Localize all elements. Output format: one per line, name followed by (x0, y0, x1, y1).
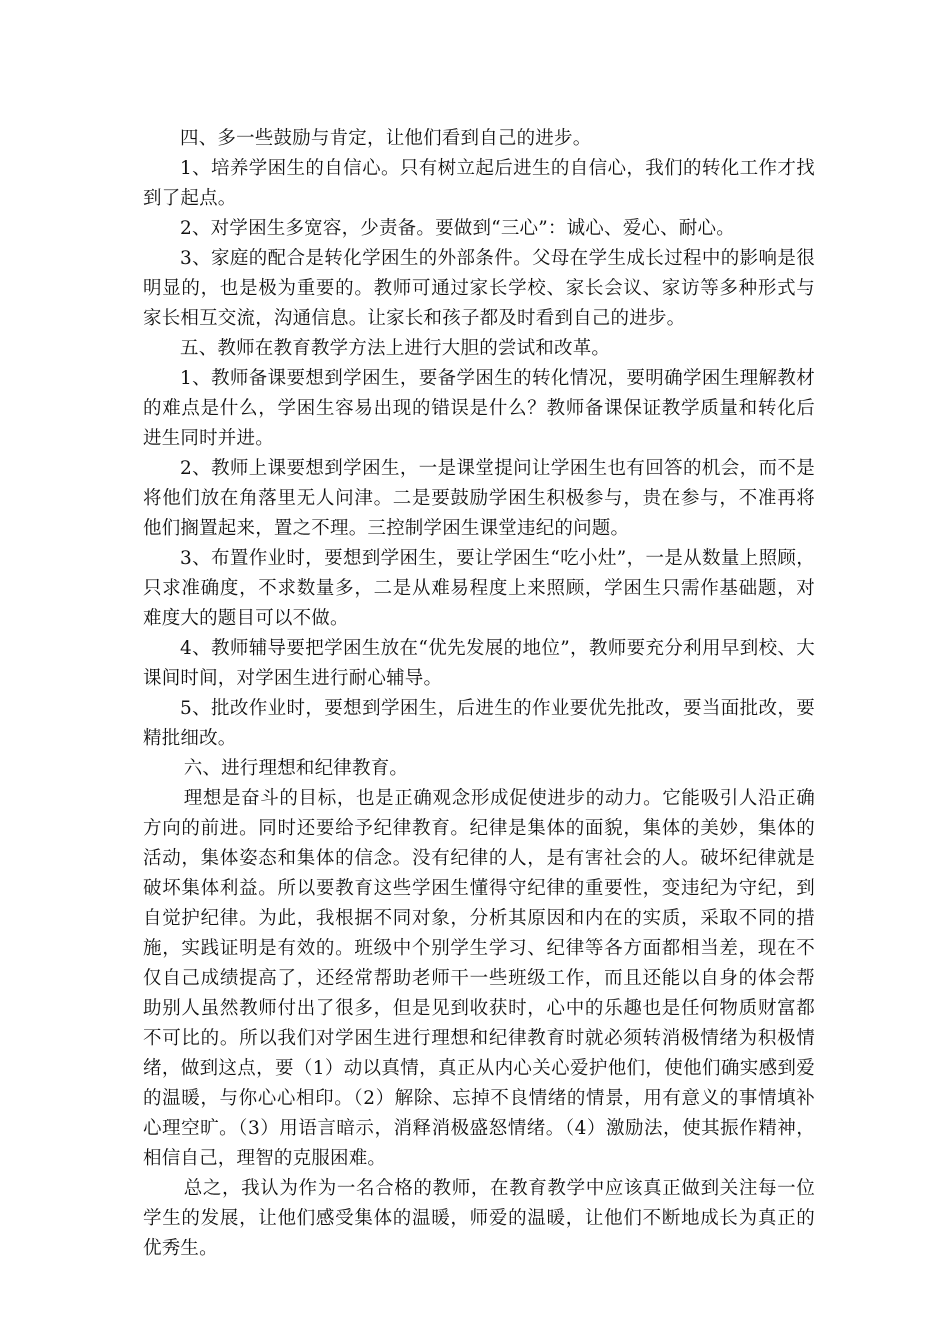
paragraph-6-body: 理想是奋斗的目标，也是正确观念形成促使进步的动力。它能吸引人沿正确方向的前进。同时还要给予纪律教育。纪律是集体的面貌，集体的美妙，集体的活动，集体姿态和集体的信念。没有纪律的人，是有害社会的人。破坏纪律就是破坏集体利益。所以要教育这些学困生懂得守纪律的重要性，变违纪为守纪，到自觉护纪律。为此，我根据不同对象，分析其原因和内在的实质，采取不同的措施，实践证明是有效的。班级中个别学生学习、纪律等各方面都相当差，现在不仅自己成绩提高了，还经常帮助老师干一些班级工作，而且还能以自身的体会帮助别人虽然教师付出了很多，但是见到收获时，心中的乐趣也是任何物质财富都不可比的。所以我们对学困生进行理想和纪律教育时就必须转消极情绪为积极情绪，做到这点，要（1）动以真情，真正从内心关心爱护他们，使他们确实感到爱的温暖，与你心心相印。（2）解除、忘掉不良情绪的情景，用有意义的事情填补心理空旷。（3）用语言暗示，消释消极盛怒情绪。（4）激励法，使其振作精神，相信自己，理智的克服困难。 (143, 788, 815, 1169)
paragraph-5-1: 1、教师备课要想到学困生，要备学困生的转化情况，要明确学困生理解教材的难点是什么，学困生容易出现的错误是什么？教师备课保证教学质量和转化后进生同时并进。 (143, 368, 815, 449)
section-heading-4: 四、多一些鼓励与肯定，让他们看到自己的进步。 (180, 128, 592, 149)
paragraph-4-3: 3、家庭的配合是转化学困生的外部条件。父母在学生成长过程中的影响是很明显的，也是极为重要的。教师可通过家长学校、家长会议、家访等多种形式与家长相互交流，沟通信息。让家长和孩子都及时看到自己的进步。 (143, 248, 815, 329)
paragraph-conclusion: 总之，我认为作为一名合格的教师，在教育教学中应该真正做到关注每一位学生的发展，让他们感受集体的温暖，师爱的温暖，让他们不断地成长为真正的优秀生。 (143, 1178, 815, 1259)
paragraph-4-1: 1、培养学困生的自信心。只有树立起后进生的自信心，我们的转化工作才找到了起点。 (143, 158, 815, 209)
paragraph-5-4: 4、教师辅导要把学困生放在“优先发展的地位”，教师要充分利用早到校、大课间时间，对学困生进行耐心辅导。 (143, 638, 815, 689)
paragraph-5-3: 3、布置作业时，要想到学困生，要让学困生“吃小灶”，一是从数量上照顾，只求准确度，不求数量多，二是从难易程度上来照顾，学困生只需作基础题，对难度大的题目可以不做。 (143, 548, 815, 629)
paragraph-5-2: 2、教师上课要想到学困生，一是课堂提问让学困生也有回答的机会，而不是将他们放在角落里无人问津。二是要鼓励学困生积极参与，贵在参与，不准再将他们搁置起来，置之不理。三控制学困生课堂违纪的问题。 (143, 458, 815, 539)
document-body (143, 124, 815, 1264)
paragraph-5-5: 5、批改作业时，要想到学困生，后进生的作业要优先批改，要当面批改，要精批细改。 (143, 698, 815, 749)
section-heading-5: 五、教师在教育教学方法上进行大胆的尝试和改革。 (180, 338, 611, 359)
section-heading-6: 六、进行理想和纪律教育。 (183, 758, 409, 779)
paragraph-4-2: 2、对学困生多宽容，少责备。要做到“三心”：诚心、爱心、耐心。 (180, 218, 735, 239)
